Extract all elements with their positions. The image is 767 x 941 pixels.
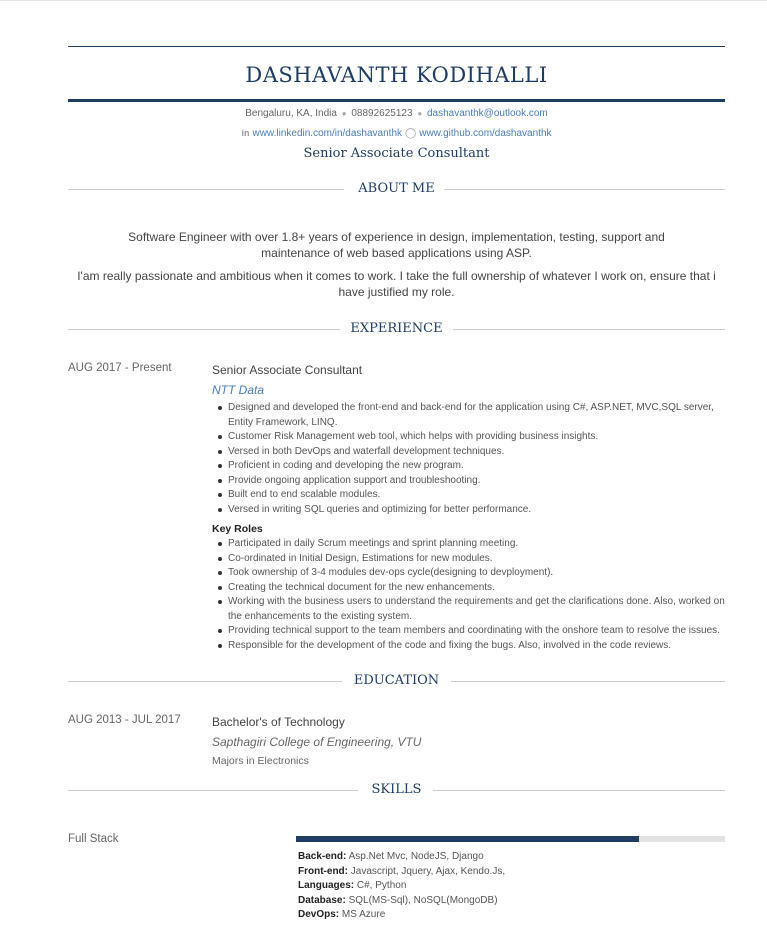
skill-value: SQL(MS-Sql), NoSQL(MongoDB)	[345, 894, 498, 906]
company-link[interactable]: NTT Data	[212, 383, 265, 397]
section-title: SKILLS	[371, 782, 422, 797]
responsibilities-list	[212, 401, 725, 517]
about-line: have justified my role.	[338, 285, 455, 299]
section-skills-heading	[68, 782, 725, 798]
list-item: Creating the technical document for the new enhancements.	[228, 581, 725, 596]
list-item: Versed in writing SQL queries and optimizing for better performance.	[228, 503, 725, 518]
section-education-heading	[68, 673, 725, 689]
skill-key: DevOps:	[298, 909, 340, 920]
skill-value: MS Azure	[339, 909, 386, 920]
skill-key: Front-end:	[298, 865, 348, 877]
contact-line-2	[68, 126, 725, 141]
about-line: maintenance of web based applications using ASP.	[261, 246, 532, 260]
phone: 08892625123	[351, 108, 413, 119]
header-top-rule	[68, 46, 725, 47]
list-item: Versed in both DevOps and waterfall development techniques.	[228, 445, 725, 460]
list-item: Proficient in coding and developing the new program.	[228, 459, 725, 474]
education-entry	[68, 714, 725, 768]
list-item: Providing technical support to the team members and coordinating with the onshore team to resolve the issues.	[228, 624, 725, 639]
school-name: Sapthagiri College of Engineering, VTU	[212, 735, 422, 749]
skill-line	[298, 850, 505, 865]
skill-value: Asp.Net Mvc, NodeJS, Django	[346, 851, 484, 862]
top-border	[0, 0, 767, 1]
divider	[451, 681, 725, 682]
skill-key: Back-end:	[298, 851, 347, 862]
skill-line	[298, 894, 505, 909]
skill-line	[298, 908, 505, 923]
list-item: Responsible for the development of the code and fixing the bugs. Also, involved in the code reviews.	[228, 639, 725, 654]
list-item: Co-ordinated in Initial Design, Estimations for new modules.	[228, 552, 725, 567]
about-line: I'am really passionate and ambitious when it comes to work. I take the full ownership of whatever I work on, ensure that i	[77, 269, 716, 283]
list-item: Participated in daily Scrum meetings and sprint planning meeting.	[228, 537, 725, 552]
list-item: Customer Risk Management web tool, which helps with providing business insights.	[228, 430, 725, 445]
divider	[453, 329, 725, 330]
key-roles-heading: Key Roles	[212, 523, 263, 535]
experience-title: Senior Associate Consultant	[212, 363, 363, 377]
separator-dot-icon: ●	[417, 109, 423, 118]
section-title: ABOUT ME	[358, 181, 435, 196]
linkedin-icon: in	[241, 128, 250, 138]
header-bottom-rule	[68, 99, 725, 102]
skill-line	[298, 865, 505, 880]
skills-entry	[68, 820, 725, 920]
resume-page	[68, 46, 725, 920]
section-experience-heading	[68, 321, 725, 337]
skill-key: Database:	[298, 894, 346, 906]
skill-key: Languages:	[298, 880, 355, 891]
skill-value: C#, Python	[354, 880, 407, 891]
experience-entry	[68, 362, 725, 653]
github-link[interactable]: www.github.com/dashavanthk	[419, 128, 552, 139]
skill-category: Full Stack	[68, 833, 119, 845]
list-item: Designed and developed the front-end and back-end for the application using C#, ASP.NET, MVC,SQL server, Entity Framework, LINQ.	[228, 401, 725, 430]
skill-value: Javascript, Jquery, Ajax, Kendo.Js,	[348, 865, 506, 877]
linkedin-link[interactable]: www.linkedin.com/in/dashavanthk	[252, 128, 403, 139]
skill-details	[298, 850, 505, 923]
experience-content	[212, 362, 725, 653]
email-link[interactable]: dashavanthk@outlook.com	[426, 108, 548, 119]
majors-note: Majors in Electronics	[212, 755, 309, 767]
contact-line-1	[68, 107, 725, 121]
divider	[444, 189, 725, 190]
candidate-name: DASHAVANTH KODIHALLI	[245, 63, 548, 87]
skill-line	[298, 879, 505, 894]
section-title: EXPERIENCE	[350, 321, 443, 336]
about-text	[68, 229, 725, 300]
education-content	[212, 714, 725, 768]
skill-level-fill	[296, 836, 639, 842]
key-roles-list	[212, 537, 725, 653]
list-item: Took ownership of 3-4 modules dev-ops cycle(designing to devployment).	[228, 566, 725, 581]
list-item: Built end to end scalable modules.	[228, 488, 725, 503]
github-icon: ◯	[405, 128, 417, 139]
list-item: Working with the business users to understand the requirements and get the clarifications done. Also, worked on the enhancements to the existing system.	[228, 595, 725, 624]
job-title-heading: Senior Associate Consultant	[303, 146, 490, 161]
degree: Bachelor's of Technology	[212, 715, 345, 729]
location: Bengaluru, KA, India	[245, 108, 337, 119]
divider	[433, 790, 725, 791]
separator-dot-icon: ●	[341, 109, 347, 118]
list-item: Provide ongoing application support and troubleshooting.	[228, 474, 725, 489]
about-line: Software Engineer with over 1.8+ years of experience in design, implementation, testing, support and	[128, 230, 665, 244]
section-about-heading	[68, 181, 725, 197]
skill-level-bar	[296, 836, 725, 842]
section-title: EDUCATION	[353, 673, 440, 688]
experience-date: AUG 2017 - Present	[68, 362, 172, 374]
education-date: AUG 2013 - JUL 2017	[68, 714, 181, 726]
